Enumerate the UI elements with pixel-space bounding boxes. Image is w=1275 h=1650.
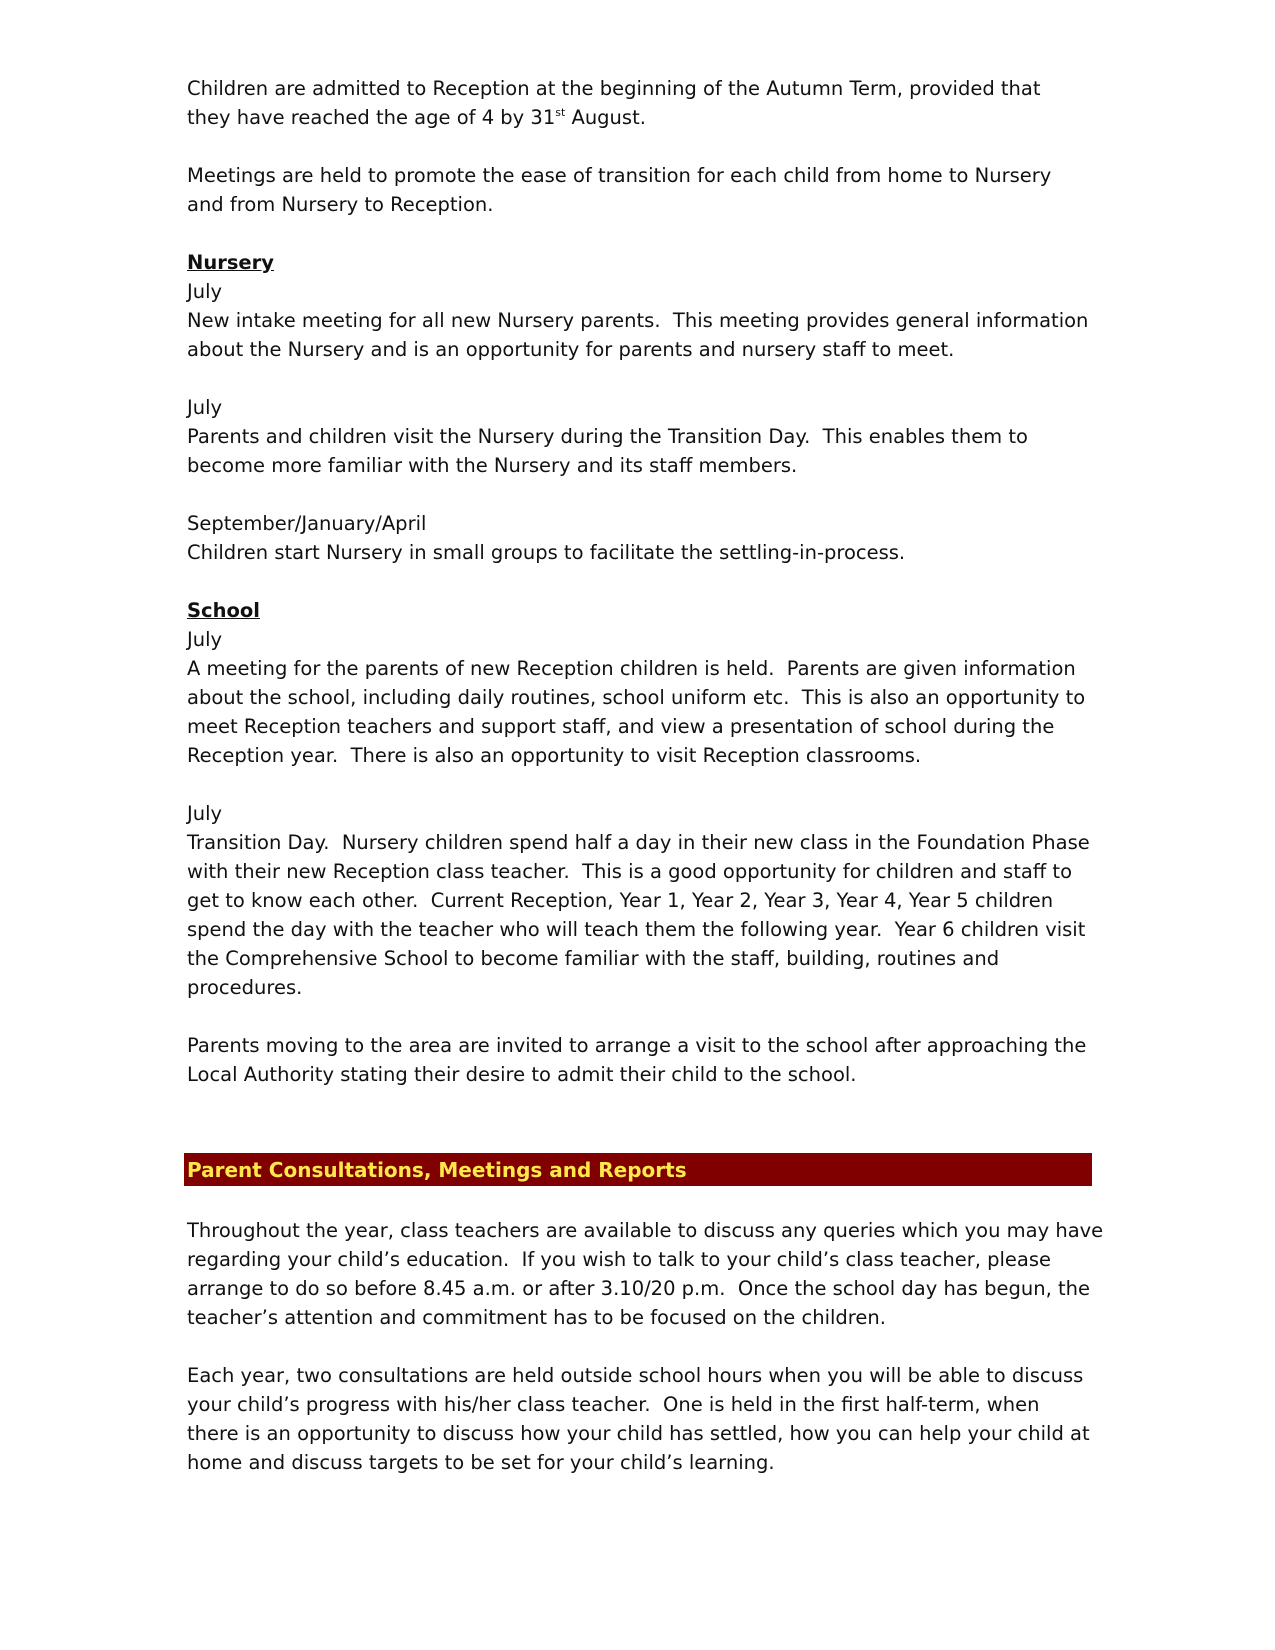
- school-item: [187, 625, 1087, 770]
- nursery-item-line: Parents and children visit the Nursery during the Transition Day. This enables them to: [187, 425, 1028, 448]
- school-item-date: July: [187, 628, 223, 651]
- nursery-heading: Nursery: [187, 251, 274, 274]
- admission-line-2-end: August.: [565, 106, 646, 129]
- consultations-line: Each year, two consultations are held outside school hours when you will be able to discuss: [187, 1364, 1084, 1387]
- consultations-line: regarding your child’s education. If you wish to talk to your child’s class teacher, please: [187, 1248, 1052, 1271]
- nursery-item-date: September/January/April: [187, 512, 427, 535]
- nursery-item-line: become more familiar with the Nursery and its staff members.: [187, 454, 798, 477]
- admission-line-1: Children are admitted to Reception at the beginning of the Autumn Term, provided that: [187, 77, 1041, 100]
- nursery-item-line: New intake meeting for all new Nursery parents. This meeting provides general information: [187, 309, 1089, 332]
- school-heading: School: [187, 599, 260, 622]
- nursery-item-date: July: [187, 280, 223, 303]
- consultations-line: teacher’s attention and commitment has to be focused on the children.: [187, 1306, 886, 1329]
- nursery-item-date: July: [187, 396, 223, 419]
- nursery-item: [187, 277, 1087, 364]
- admission-line-2: [187, 103, 1087, 132]
- consultations-paragraph-2: [187, 1361, 1090, 1477]
- nursery-item: [187, 509, 1087, 567]
- transition-meetings-paragraph: [187, 161, 1087, 219]
- school-item-line: get to know each other. Current Reception, Year 1, Year 2, Year 3, Year 4, Year 5 children: [187, 889, 1054, 912]
- school-section: [187, 596, 1090, 1089]
- school-item-line: about the school, including daily routines, school uniform etc. This is also an opportunity to: [187, 686, 1086, 709]
- consultations-line: your child’s progress with his/her class teacher. One is held in the first half-term, when: [187, 1393, 1040, 1416]
- nursery-item: [187, 393, 1087, 480]
- banner-title: Parent Consultations, Meetings and Reports: [187, 1158, 687, 1182]
- consultations-line: Throughout the year, class teachers are available to discuss any queries which you may have: [187, 1219, 1104, 1242]
- nursery-section: [187, 248, 1087, 567]
- admission-paragraph: [187, 74, 1087, 132]
- school-item-line: A meeting for the parents of new Reception children is held. Parents are given information: [187, 657, 1076, 680]
- moving-line: Local Authority stating their desire to admit their child to the school.: [187, 1063, 857, 1086]
- section-banner: [184, 1153, 1092, 1186]
- nursery-item-line: about the Nursery and is an opportunity for parents and nursery staff to meet.: [187, 338, 955, 361]
- school-item-line: Reception year. There is also an opportunity to visit Reception classrooms.: [187, 744, 922, 767]
- school-item-line: meet Reception teachers and support staff, and view a presentation of school during the: [187, 715, 1055, 738]
- school-item: [187, 799, 1090, 1002]
- school-item-line: Transition Day. Nursery children spend half a day in their new class in the Foundation Phase: [187, 831, 1090, 854]
- nursery-item-line: Children start Nursery in small groups to facilitate the settling-in-process.: [187, 541, 906, 564]
- ordinal-suffix: st: [555, 106, 566, 119]
- school-item-line: spend the day with the teacher who will teach them the following year. Year 6 children visit: [187, 918, 1086, 941]
- moving-line: Parents moving to the area are invited to arrange a visit to the school after approaching the: [187, 1034, 1087, 1057]
- school-item-date: July: [187, 802, 223, 825]
- school-item-line: procedures.: [187, 976, 303, 999]
- document-body: [187, 74, 1090, 1118]
- consultations-line: home and discuss targets to be set for your child’s learning.: [187, 1451, 775, 1474]
- school-item-line: the Comprehensive School to become familiar with the staff, building, routines and: [187, 947, 1000, 970]
- consultations-line: there is an opportunity to discuss how your child has settled, how you can help your child at: [187, 1422, 1090, 1445]
- consultations-body: [187, 1216, 1104, 1506]
- school-item-line: with their new Reception class teacher. This is a good opportunity for children and staff to: [187, 860, 1073, 883]
- meetings-line-1: Meetings are held to promote the ease of transition for each child from home to Nursery: [187, 164, 1052, 187]
- consultations-line: arrange to do so before 8.45 a.m. or after 3.10/20 p.m. Once the school day has begun, the: [187, 1277, 1090, 1300]
- moving-to-area-paragraph: [187, 1031, 1087, 1089]
- consultations-paragraph-1: [187, 1216, 1104, 1332]
- meetings-line-2: and from Nursery to Reception.: [187, 193, 494, 216]
- admission-line-2-text: they have reached the age of 4 by 31: [187, 106, 556, 129]
